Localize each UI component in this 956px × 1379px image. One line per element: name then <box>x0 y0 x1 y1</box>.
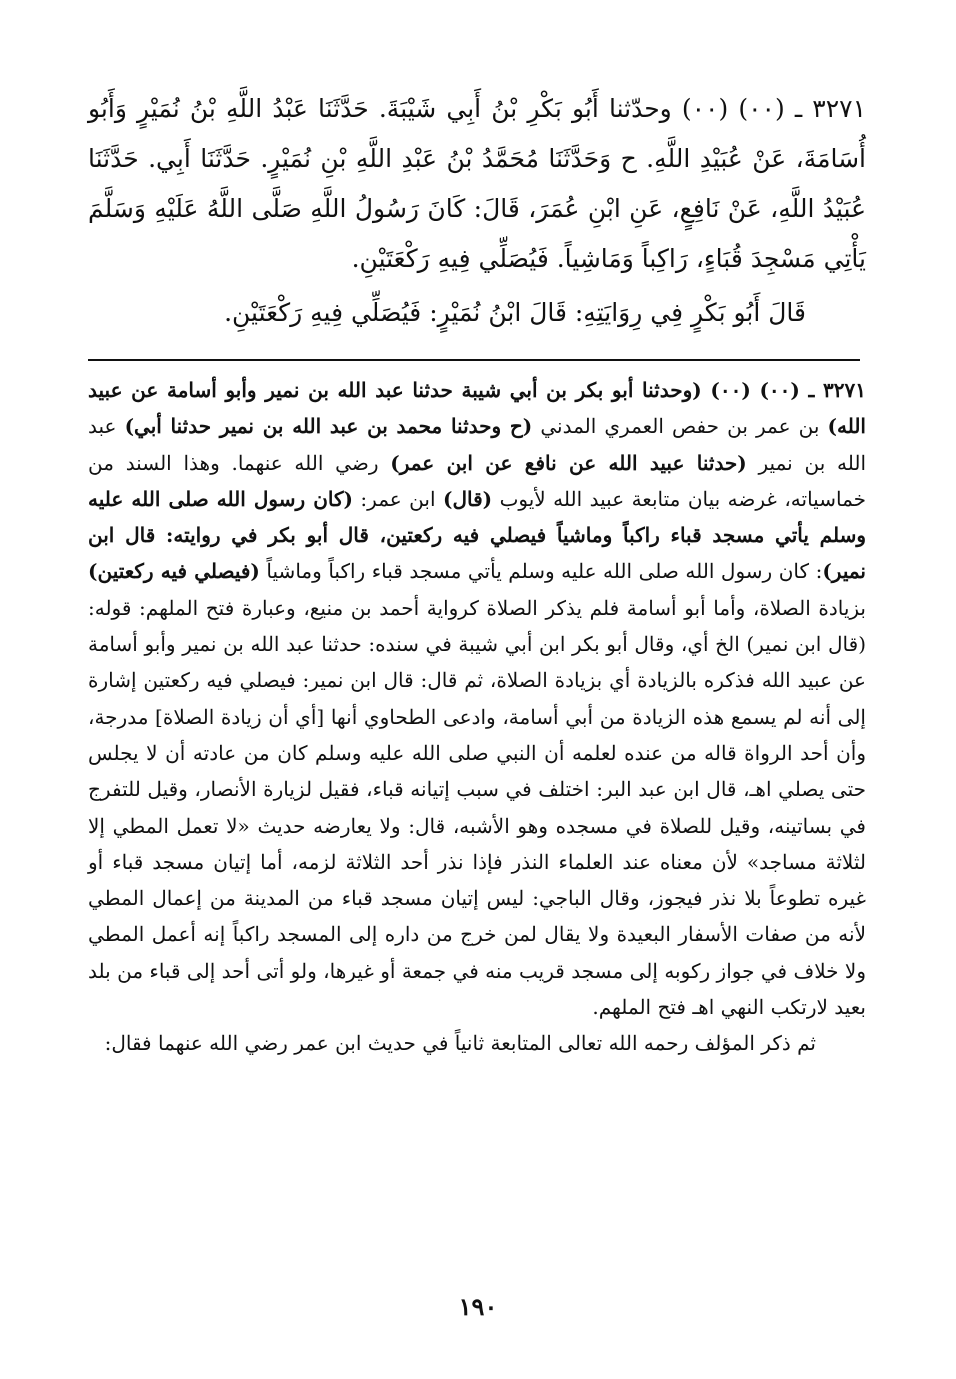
hadith-text-block <box>88 84 866 338</box>
commentary-bold-segment: (فيصلي فيه ركعتين) <box>88 559 260 584</box>
commentary-closing: ثم ذكر المؤلف رحمه الله تعالى المتابعة ثانياً في حديث ابن عمر رضي الله عنهما فقال: <box>104 1031 816 1056</box>
commentary-segment: بزيادة الصلاة، وأما أبو أسامة فلم يذكر الصلاة كرواية أحمد بن منيع، وعبارة فتح الملهم: قوله: (قال ابن نمير) الخ أي، وقال أبو بكر ابن أبي شيبة في سنده: حدثنا عبد الله بن نمير وأبو أسامة عن عبيد الله فذكره بالزيادة أي بزيادة الصلاة، ثم قال: قال ابن نمير: فيصلي فيه ركعتين إشارة إلى أنه لم يسمع هذه الزيادة من أبي أسامة، وادعى الطحاوي أنها [أي أن زيادة الصلاة] مدرجة، وأن أحد الرواة قاله من عنده لعلمه أن النبي صلى الله عليه وسلم كان من عادته أن لا يجلس حتى يصلي اهـ، قال ابن عبد البر: اختلف في سبب إتيانه قباء، فقيل لزيارة الأنصار، وقيل للتفرج في بساتينه، وقيل للصلاة في مسجده وهو الأشبه، قال: ولا يعارضه حديث «لا تعمل المطي إلا لثلاثة مساجد» لأن معناه عند العلماء النذر فإذا نذر أحد الثلاثة لزمه، أما إتيان مسجد قباء أو غيره تطوعاً بلا نذر فيجوز، وقال الباجي: ليس إتيان مسجد قباء من المدينة من إعمال المطي لأنه من صفات الأسفار البعيدة ولا يقال لمن خرج من داره إلى المسجد راكباً إنه أعمل المطي ولا خلاف في جواز ركوبه إلى مسجد قريب منه في جمعة أو غيرها، ولو أتى أحد إلى قباء من بلد بعيد لارتكب النهي اهـ فتح الملهم. <box>88 595 866 1020</box>
commentary-block <box>88 372 866 1062</box>
commentary-segment: عبد الله بن نمير <box>88 414 866 475</box>
commentary-bold-segment: (حدثنا عبيد الله عن نافع عن ابن عمر) <box>390 450 747 475</box>
commentary-paragraph <box>88 372 866 1025</box>
commentary-bold-segment: ٣٢٧١ ـ (٠٠) (٠٠) (وحدثنا أبو بكر بن أبي شيبة حدثنا عبد الله بن نمير وأبو أسامة عن عبيد الله) <box>88 378 867 439</box>
commentary-bold-segment: (قال) <box>442 486 493 511</box>
commentary-bold-segment: (كان رسول الله صلى الله عليه وسلم يأتي مسجد قباء راكباً وماشياً فيصلي فيه ركعتين، قال أبو بكر في روايته: قال ابن نمير) <box>88 486 866 584</box>
page-number: ١٩٠ <box>458 1292 498 1321</box>
commentary-segment: رضي الله عنهما. وهذا السند من خماسياته، غرضه بيان متابعة عبيد الله لأيوب <box>88 450 866 511</box>
hadith-text: ٣٢٧١ ـ (٠٠) (٠٠) وحدّثنا أَبُو بَكْرِ بْنُ أَبِي شَيْبَةَ. حَدَّثَنَا عَبْدُ اللَّهِ بْنُ نُمَيْرٍ وَأَبُو أُسَامَةَ، عَنْ عُبَيْدِ اللَّهِ. ح وَحَدَّثَنَا مُحَمَّدُ بْنُ عَبْدِ اللَّهِ بْنِ نُمَيْرٍ. حَدَّثَنَا أَبِي. حَدَّثَنَا عُبَيْدُ اللَّهِ، عَنْ نَافِعٍ، عَنِ ابْنِ عُمَرَ، قَالَ: كَانَ رَسُولُ اللَّهِ صَلَّى اللَّهُ عَلَيْهِ وَسَلَّمَ يَأْتِي مَسْجِدَ قُبَاءٍ، رَاكِباً وَمَاشِياً. فَيُصَلِّي فِيهِ رَكْعَتَيْنِ. <box>88 94 866 273</box>
commentary-segment: بن عمر بن حفص العمري المدني <box>532 414 828 439</box>
commentary-segment: : كان رسول الله صلى الله عليه وسلم يأتي مسجد قباء راكباً وماشياً <box>259 559 823 584</box>
commentary-bold-segment: (ح وحدثنا محمد بن عبد الله بن نمير حدثنا أبي) <box>124 414 533 439</box>
footnote-divider <box>88 359 860 361</box>
hadith-note: قَالَ أَبُو بَكْرٍ فِي رِوَايَتِهِ: قَالَ ابْنُ نُمَيْرٍ: فَيُصَلِّي فِيهِ رَكْعَتَيْنِ. <box>224 298 806 327</box>
commentary-segment: ابن عمر: <box>352 486 443 511</box>
